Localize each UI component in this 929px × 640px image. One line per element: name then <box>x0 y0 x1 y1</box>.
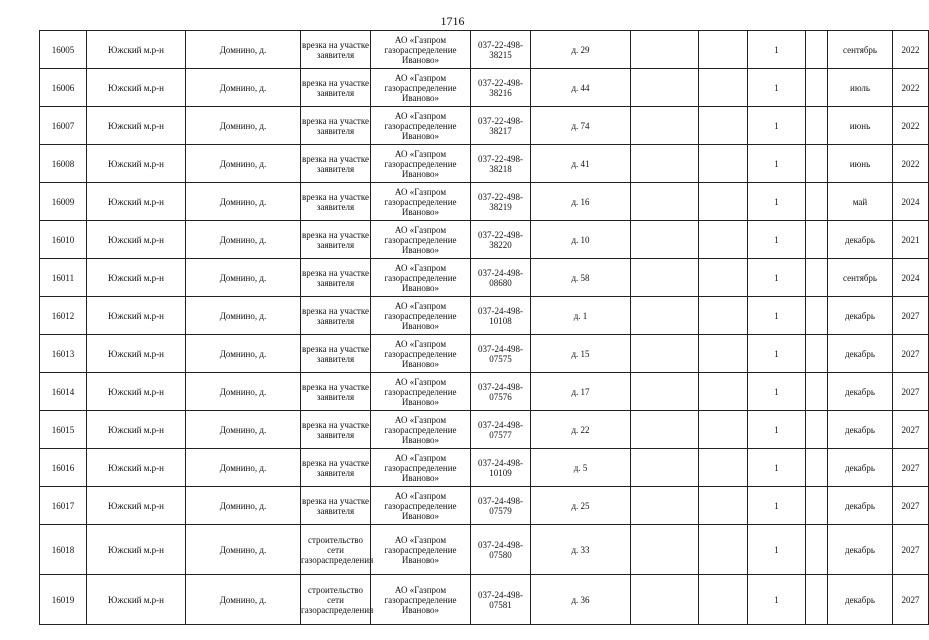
house-cell: д. 41 <box>531 145 631 183</box>
table-row <box>40 487 929 525</box>
gap-cell <box>699 373 748 411</box>
empty-cell <box>631 69 699 107</box>
page-number: 1716 <box>440 14 465 28</box>
gap-cell <box>699 335 748 373</box>
gap-cell <box>806 487 828 525</box>
organization-cell: АО «Газпром газораспределение Иваново» <box>371 373 471 411</box>
empty-cell <box>631 259 699 297</box>
year-cell: 2027 <box>893 373 929 411</box>
empty-cell <box>631 221 699 259</box>
gap-cell <box>806 31 828 69</box>
object-code-cell: 037-22-498-38215 <box>471 31 531 69</box>
house-cell: д. 36 <box>531 575 631 625</box>
year-cell: 2021 <box>893 221 929 259</box>
count-cell: 1 <box>748 525 806 575</box>
house-cell: д. 10 <box>531 221 631 259</box>
gap-cell <box>699 145 748 183</box>
district-cell: Южский м.р-н <box>87 31 186 69</box>
district-cell: Южский м.р-н <box>87 335 186 373</box>
month-cell: июнь <box>828 145 893 183</box>
work-type-cell: врезка на участке заявителя <box>301 449 371 487</box>
month-cell: декабрь <box>828 335 893 373</box>
gap-cell <box>806 145 828 183</box>
work-type-cell: врезка на участке заявителя <box>301 107 371 145</box>
table-row <box>40 525 929 575</box>
work-type-cell: врезка на участке заявителя <box>301 335 371 373</box>
gap-cell <box>806 373 828 411</box>
settlement-cell: Домнино, д. <box>186 373 301 411</box>
table-row <box>40 411 929 449</box>
district-cell: Южский м.р-н <box>87 259 186 297</box>
month-cell: декабрь <box>828 297 893 335</box>
district-cell: Южский м.р-н <box>87 487 186 525</box>
district-cell: Южский м.р-н <box>87 411 186 449</box>
organization-cell: АО «Газпром газораспределение Иваново» <box>371 259 471 297</box>
work-type-cell: врезка на участке заявителя <box>301 373 371 411</box>
district-cell: Южский м.р-н <box>87 449 186 487</box>
year-cell: 2022 <box>893 107 929 145</box>
count-cell: 1 <box>748 335 806 373</box>
count-cell: 1 <box>748 259 806 297</box>
gap-cell <box>699 449 748 487</box>
count-cell: 1 <box>748 107 806 145</box>
month-cell: декабрь <box>828 411 893 449</box>
organization-cell: АО «Газпром газораспределение Иваново» <box>371 183 471 221</box>
district-cell: Южский м.р-н <box>87 525 186 575</box>
table-row <box>40 575 929 625</box>
settlement-cell: Домнино, д. <box>186 411 301 449</box>
gap-cell <box>699 221 748 259</box>
table-row <box>40 69 929 107</box>
row-number: 16014 <box>40 373 87 411</box>
organization-cell: АО «Газпром газораспределение Иваново» <box>371 297 471 335</box>
year-cell: 2027 <box>893 575 929 625</box>
house-cell: д. 22 <box>531 411 631 449</box>
empty-cell <box>631 525 699 575</box>
gap-cell <box>806 525 828 575</box>
house-cell: д. 29 <box>531 31 631 69</box>
object-code-cell: 037-22-498-38216 <box>471 69 531 107</box>
table-row <box>40 297 929 335</box>
empty-cell <box>631 373 699 411</box>
work-type-cell: строительство сети газораспределения <box>301 575 371 625</box>
row-number: 16012 <box>40 297 87 335</box>
row-number: 16008 <box>40 145 87 183</box>
month-cell: май <box>828 183 893 221</box>
gap-cell <box>806 69 828 107</box>
gap-cell <box>806 107 828 145</box>
table-row <box>40 373 929 411</box>
empty-cell <box>631 107 699 145</box>
settlement-cell: Домнино, д. <box>186 107 301 145</box>
empty-cell <box>631 183 699 221</box>
month-cell: декабрь <box>828 449 893 487</box>
settlement-cell: Домнино, д. <box>186 335 301 373</box>
gap-cell <box>806 183 828 221</box>
district-cell: Южский м.р-н <box>87 145 186 183</box>
count-cell: 1 <box>748 487 806 525</box>
month-cell: декабрь <box>828 373 893 411</box>
object-code-cell: 037-24-498-07580 <box>471 525 531 575</box>
row-number: 16017 <box>40 487 87 525</box>
house-cell: д. 15 <box>531 335 631 373</box>
settlement-cell: Домнино, д. <box>186 145 301 183</box>
row-number: 16006 <box>40 69 87 107</box>
table-row <box>40 259 929 297</box>
work-type-cell: врезка на участке заявителя <box>301 31 371 69</box>
settlement-cell: Домнино, д. <box>186 297 301 335</box>
settlement-cell: Домнино, д. <box>186 31 301 69</box>
work-type-cell: врезка на участке заявителя <box>301 69 371 107</box>
settlement-cell: Домнино, д. <box>186 221 301 259</box>
month-cell: декабрь <box>828 221 893 259</box>
organization-cell: АО «Газпром газораспределение Иваново» <box>371 145 471 183</box>
count-cell: 1 <box>748 221 806 259</box>
row-number: 16013 <box>40 335 87 373</box>
object-code-cell: 037-24-498-10109 <box>471 449 531 487</box>
count-cell: 1 <box>748 145 806 183</box>
district-cell: Южский м.р-н <box>87 107 186 145</box>
table-row <box>40 31 929 69</box>
row-number: 16005 <box>40 31 87 69</box>
settlement-cell: Домнино, д. <box>186 487 301 525</box>
gap-cell <box>699 411 748 449</box>
month-cell: декабрь <box>828 487 893 525</box>
gap-cell <box>806 297 828 335</box>
organization-cell: АО «Газпром газораспределение Иваново» <box>371 31 471 69</box>
district-cell: Южский м.р-н <box>87 69 186 107</box>
object-code-cell: 037-24-498-08680 <box>471 259 531 297</box>
object-code-cell: 037-24-498-07579 <box>471 487 531 525</box>
work-type-cell: врезка на участке заявителя <box>301 145 371 183</box>
object-code-cell: 037-22-498-38220 <box>471 221 531 259</box>
empty-cell <box>631 411 699 449</box>
settlement-cell: Домнино, д. <box>186 525 301 575</box>
count-cell: 1 <box>748 31 806 69</box>
organization-cell: АО «Газпром газораспределение Иваново» <box>371 487 471 525</box>
year-cell: 2022 <box>893 31 929 69</box>
settlement-cell: Домнино, д. <box>186 259 301 297</box>
year-cell: 2027 <box>893 487 929 525</box>
organization-cell: АО «Газпром газораспределение Иваново» <box>371 449 471 487</box>
object-code-cell: 037-24-498-07575 <box>471 335 531 373</box>
object-code-cell: 037-24-498-07581 <box>471 575 531 625</box>
empty-cell <box>631 31 699 69</box>
work-type-cell: врезка на участке заявителя <box>301 297 371 335</box>
work-type-cell: врезка на участке заявителя <box>301 487 371 525</box>
row-number: 16007 <box>40 107 87 145</box>
month-cell: сентябрь <box>828 31 893 69</box>
gap-cell <box>806 575 828 625</box>
count-cell: 1 <box>748 449 806 487</box>
table-row <box>40 335 929 373</box>
count-cell: 1 <box>748 69 806 107</box>
house-cell: д. 17 <box>531 373 631 411</box>
gap-cell <box>699 525 748 575</box>
count-cell: 1 <box>748 183 806 221</box>
organization-cell: АО «Газпром газораспределение Иваново» <box>371 69 471 107</box>
gap-cell <box>699 107 748 145</box>
object-code-cell: 037-24-498-10108 <box>471 297 531 335</box>
table-row <box>40 145 929 183</box>
row-number: 16018 <box>40 525 87 575</box>
row-number: 16011 <box>40 259 87 297</box>
empty-cell <box>631 297 699 335</box>
object-code-cell: 037-22-498-38217 <box>471 107 531 145</box>
district-cell: Южский м.р-н <box>87 183 186 221</box>
gap-cell <box>806 259 828 297</box>
district-cell: Южский м.р-н <box>87 373 186 411</box>
gap-cell <box>699 575 748 625</box>
gap-cell <box>806 221 828 259</box>
month-cell: июнь <box>828 107 893 145</box>
house-cell: д. 74 <box>531 107 631 145</box>
house-cell: д. 33 <box>531 525 631 575</box>
count-cell: 1 <box>748 297 806 335</box>
empty-cell <box>631 449 699 487</box>
settlement-cell: Домнино, д. <box>186 575 301 625</box>
count-cell: 1 <box>748 411 806 449</box>
house-cell: д. 25 <box>531 487 631 525</box>
gasification-table <box>39 30 929 625</box>
gap-cell <box>699 259 748 297</box>
row-number: 16016 <box>40 449 87 487</box>
row-number: 16009 <box>40 183 87 221</box>
object-code-cell: 037-24-498-07576 <box>471 373 531 411</box>
year-cell: 2022 <box>893 145 929 183</box>
work-type-cell: врезка на участке заявителя <box>301 183 371 221</box>
organization-cell: АО «Газпром газораспределение Иваново» <box>371 575 471 625</box>
table-row <box>40 183 929 221</box>
settlement-cell: Домнино, д. <box>186 69 301 107</box>
year-cell: 2024 <box>893 183 929 221</box>
empty-cell <box>631 575 699 625</box>
year-cell: 2027 <box>893 297 929 335</box>
object-code-cell: 037-22-498-38219 <box>471 183 531 221</box>
gap-cell <box>699 31 748 69</box>
house-cell: д. 58 <box>531 259 631 297</box>
month-cell: декабрь <box>828 525 893 575</box>
year-cell: 2024 <box>893 259 929 297</box>
house-cell: д. 5 <box>531 449 631 487</box>
organization-cell: АО «Газпром газораспределение Иваново» <box>371 107 471 145</box>
row-number: 16019 <box>40 575 87 625</box>
gap-cell <box>699 297 748 335</box>
table-row <box>40 449 929 487</box>
organization-cell: АО «Газпром газораспределение Иваново» <box>371 335 471 373</box>
empty-cell <box>631 145 699 183</box>
month-cell: декабрь <box>828 575 893 625</box>
district-cell: Южский м.р-н <box>87 575 186 625</box>
gap-cell <box>806 449 828 487</box>
organization-cell: АО «Газпром газораспределение Иваново» <box>371 411 471 449</box>
empty-cell <box>631 487 699 525</box>
row-number: 16015 <box>40 411 87 449</box>
empty-cell <box>631 335 699 373</box>
work-type-cell: врезка на участке заявителя <box>301 411 371 449</box>
month-cell: июль <box>828 69 893 107</box>
table-row <box>40 221 929 259</box>
district-cell: Южский м.р-н <box>87 221 186 259</box>
row-number: 16010 <box>40 221 87 259</box>
year-cell: 2022 <box>893 69 929 107</box>
organization-cell: АО «Газпром газораспределение Иваново» <box>371 221 471 259</box>
settlement-cell: Домнино, д. <box>186 449 301 487</box>
gap-cell <box>699 183 748 221</box>
year-cell: 2027 <box>893 449 929 487</box>
gap-cell <box>806 411 828 449</box>
year-cell: 2027 <box>893 335 929 373</box>
work-type-cell: строительство сети газораспределения <box>301 525 371 575</box>
count-cell: 1 <box>748 575 806 625</box>
object-code-cell: 037-24-498-07577 <box>471 411 531 449</box>
work-type-cell: врезка на участке заявителя <box>301 221 371 259</box>
district-cell: Южский м.р-н <box>87 297 186 335</box>
gap-cell <box>699 487 748 525</box>
year-cell: 2027 <box>893 411 929 449</box>
table-row <box>40 107 929 145</box>
object-code-cell: 037-22-498-38218 <box>471 145 531 183</box>
house-cell: д. 16 <box>531 183 631 221</box>
gap-cell <box>699 69 748 107</box>
organization-cell: АО «Газпром газораспределение Иваново» <box>371 525 471 575</box>
month-cell: сентябрь <box>828 259 893 297</box>
gap-cell <box>806 335 828 373</box>
year-cell: 2027 <box>893 525 929 575</box>
settlement-cell: Домнино, д. <box>186 183 301 221</box>
house-cell: д. 1 <box>531 297 631 335</box>
house-cell: д. 44 <box>531 69 631 107</box>
work-type-cell: врезка на участке заявителя <box>301 259 371 297</box>
count-cell: 1 <box>748 373 806 411</box>
